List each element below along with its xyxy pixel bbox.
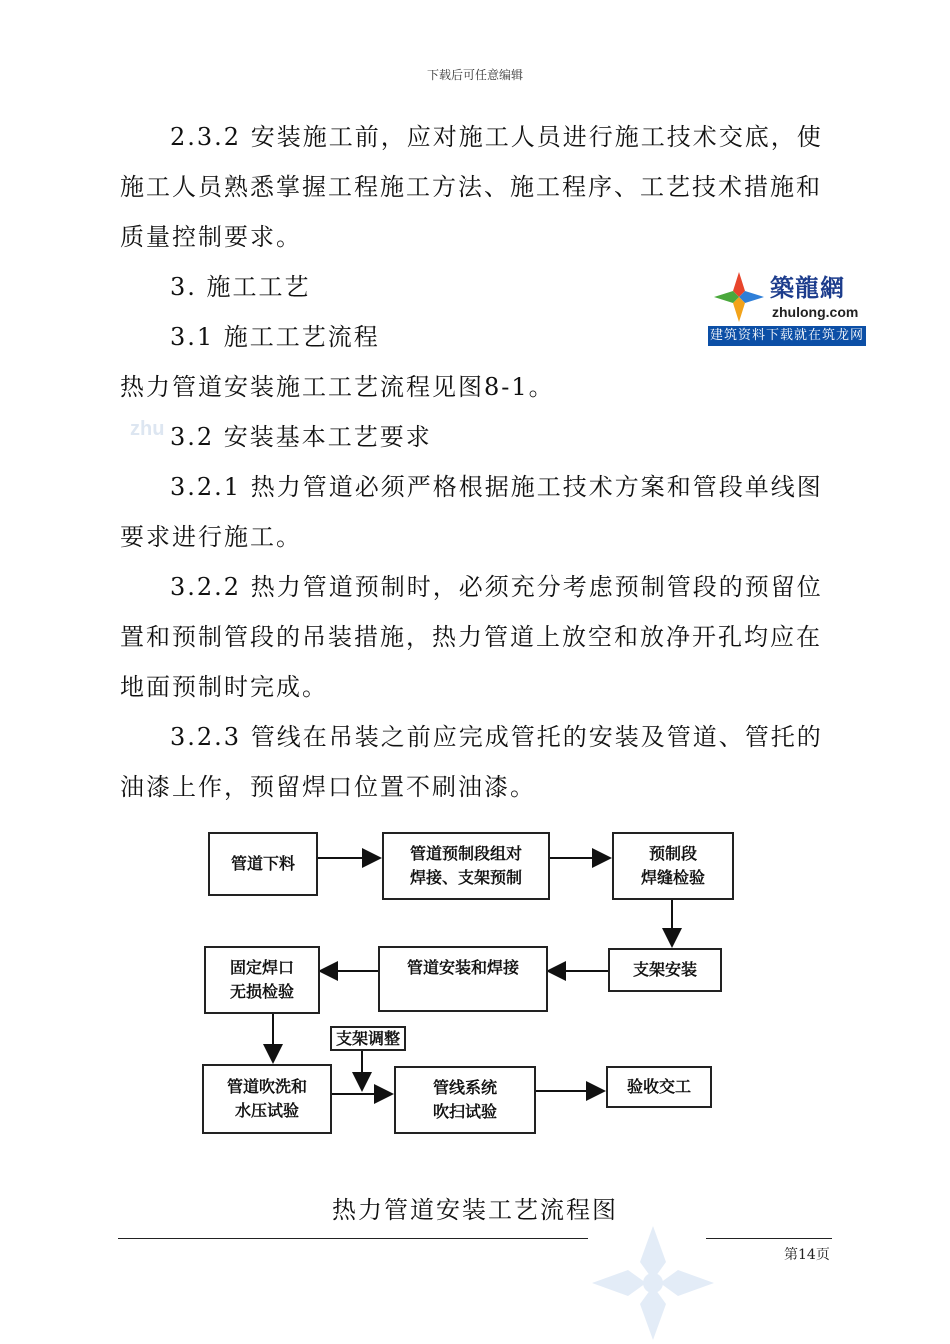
- header-note: 下载后可任意编辑: [426, 68, 523, 82]
- logo-name: 築龍網: [770, 273, 845, 302]
- watermark-text: zhu: [130, 418, 165, 440]
- paragraph-2-3-2: 2.3.2 安装施工前，应对施工人员进行施工技术交底，使施工人员熟悉掌握工程施工方法、施工程序、工艺技术措施和质量控制要求。: [120, 123, 823, 251]
- logo-domain: zhulong.com: [772, 304, 859, 320]
- footer-rule-right: [706, 1238, 832, 1239]
- flow-box-support-adjustment: 支架调整: [330, 1026, 406, 1051]
- flow-box-pipe-cutting: 管道下料: [208, 832, 318, 896]
- flowchart-caption: 热力管道安装工艺流程图: [332, 1196, 618, 1224]
- flow-box-acceptance-handover: 验收交工: [606, 1066, 712, 1108]
- footer-rule-left: [118, 1238, 588, 1239]
- logo-slogan: 建筑资料下载就在筑龙网: [708, 326, 866, 346]
- paragraph-3-2-2: 3.2.2 热力管道预制时，必须充分考虑预制管段的预留位置和预制管段的吊装措施，热力管道上放空和放净开孔均应在地面预制时完成。: [120, 573, 823, 701]
- heading-3: 3. 施工工艺: [170, 273, 311, 301]
- page-number: 第14页: [784, 1247, 830, 1263]
- paragraph-3-2-1: 3.2.1 热力管道必须严格根据施工技术方案和管段单线图要求进行施工。: [120, 473, 823, 551]
- paragraph-flow-reference: 热力管道安装施工工艺流程见图8-1。: [120, 373, 555, 401]
- flow-box-prefab-weld-inspection: 预制段 焊缝检验: [612, 832, 734, 900]
- flow-box-flush-pressure-test: 管道吹洗和 水压试验: [202, 1064, 332, 1134]
- flow-box-prefab-assembly: 管道预制段组对 焊接、支架预制: [382, 832, 550, 900]
- flow-box-system-purge-test: 管线系统 吹扫试验: [394, 1066, 536, 1134]
- watermark-logo-icon: [588, 1222, 718, 1344]
- flow-box-support-installation: 支架安装: [608, 948, 722, 992]
- paragraph-3-2-3: 3.2.3 管线在吊装之前应完成管托的安装及管道、管托的油漆上作，预留焊口位置不刷油漆。: [120, 723, 823, 801]
- flow-box-ndt-inspection: 固定焊口 无损检验: [204, 946, 320, 1014]
- heading-3-1: 3.1 施工工艺流程: [170, 323, 380, 351]
- heading-3-2: 3.2 安装基本工艺要求: [170, 423, 432, 451]
- flow-box-pipe-installation-welding: 管道安装和焊接: [378, 946, 548, 1012]
